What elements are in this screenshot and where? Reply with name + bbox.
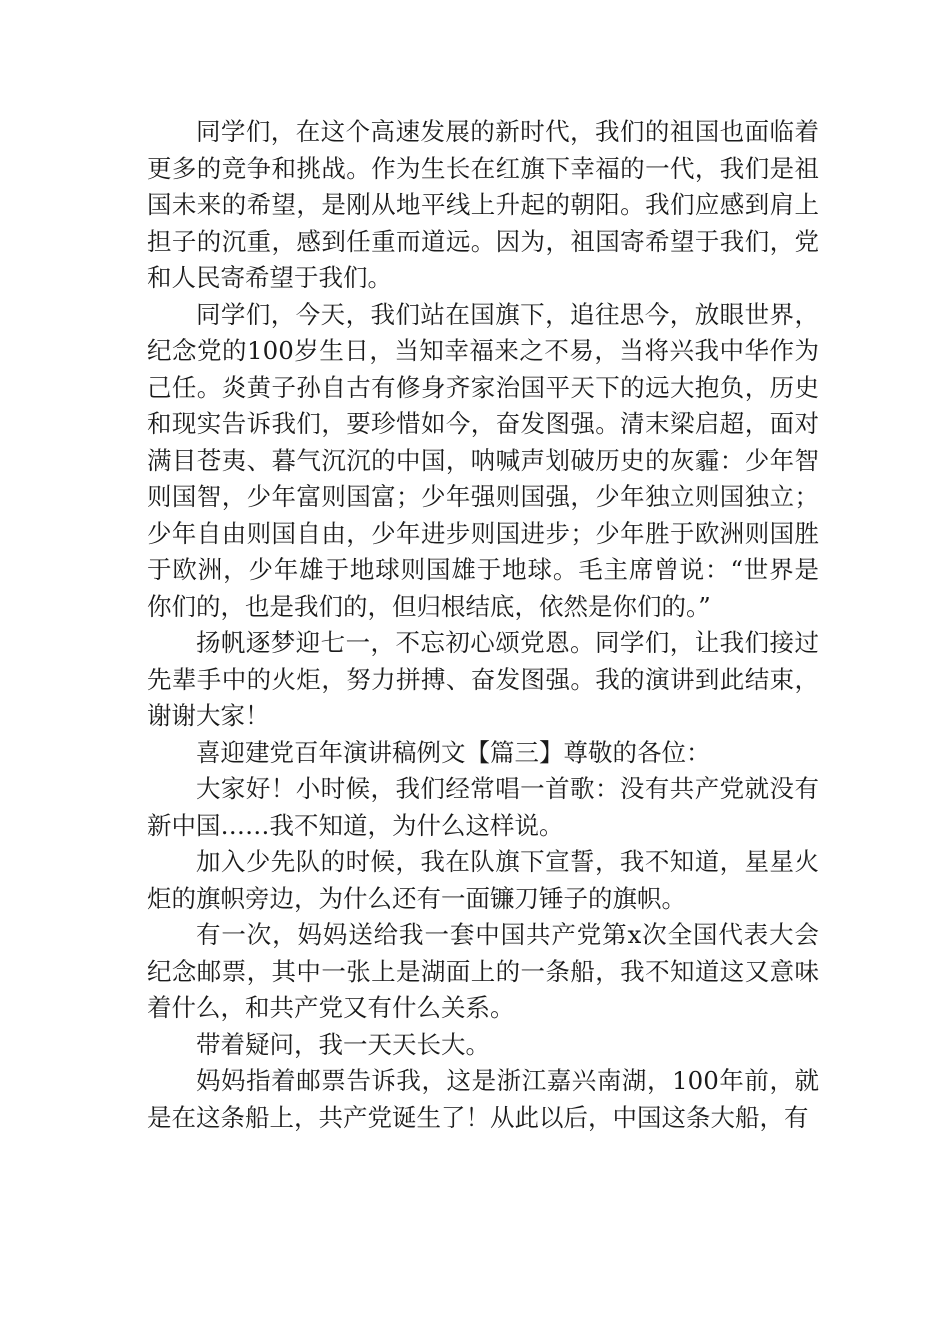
paragraph-1: 同学们，在这个高速发展的新时代，我们的祖国也面临着更多的竞争和挑战。作为生长在红旗下幸福的一代，我们是祖国未来的希望，是刚从地平线上升起的朝阳。我们应感到肩上担子的沉重，感到任重而道远。因为，祖国寄希望于我们，党和人民寄希望于我们。: [147, 117, 819, 292]
paragraph-5: 大家好！小时候，我们经常唱一首歌：没有共产党就没有新中国……我不知道，为什么这样说。: [147, 774, 819, 840]
paragraph-2: 同学们，今天，我们站在国旗下，追往思今，放眼世界，纪念党的100岁生日，当知幸福来之不易，当将兴我中华作为己任。炎黄子孙自古有修身齐家治国平天下的远大抱负，历史和现实告诉我们，要珍惜如今，奋发图强。清末梁启超，面对满目苍夷、暮气沉沉的中国，呐喊声划破历史的灰霾：少年智则国智，少年富则国富；少年强则国强，少年独立则国独立；少年自由则国自由，少年进步则国进步；少年胜于欧洲则国胜于欧洲，少年雄于地球则国雄于地球。毛主席曾说：“世界是你们的，也是我们的，但归根结底，依然是你们的。”: [147, 299, 819, 621]
paragraph-7: 有一次，妈妈送给我一套中国共产党第x次全国代表大会纪念邮票，其中一张上是湖面上的一条船，我不知道这又意味着什么，和共产党又有什么关系。: [147, 920, 819, 1022]
paragraph-8: 带着疑问，我一天天长大。: [196, 1029, 490, 1059]
paragraph-6: 加入少先队的时候，我在队旗下宣誓，我不知道，星星火炬的旗帜旁边，为什么还有一面镰刀锤子的旗帜。: [147, 847, 819, 913]
paragraph-9: 妈妈指着邮票告诉我，这是浙江嘉兴南湖，100年前，就是在这条船上，共产党诞生了！从此以后，中国这条大船，有: [147, 1066, 819, 1132]
section-heading: 喜迎建党百年演讲稿例文【篇三】尊敬的各位：: [196, 737, 711, 767]
paragraph-3: 扬帆逐梦迎七一，不忘初心颂党恩。同学们，让我们接过先辈手中的火炬，努力拼搏、奋发图强。我的演讲到此结束，谢谢大家！: [147, 628, 819, 730]
document-body: [147, 114, 819, 1136]
